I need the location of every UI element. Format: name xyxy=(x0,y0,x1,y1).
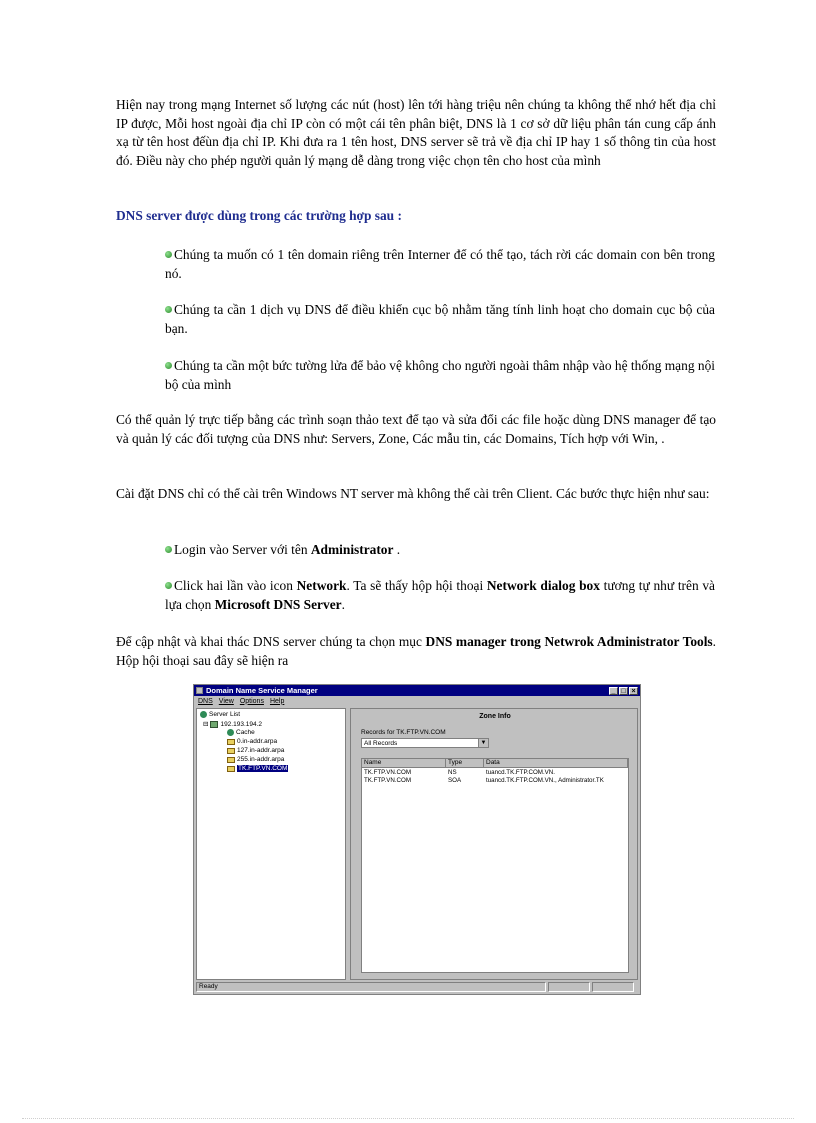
globe-icon xyxy=(200,711,207,718)
bullet-item xyxy=(165,301,715,338)
column-header-name[interactable]: Name xyxy=(362,759,446,768)
tree-label: 0.in-addr.arpa xyxy=(237,738,278,745)
records-list xyxy=(361,758,629,973)
column-header-data[interactable]: Data xyxy=(484,759,628,768)
step-item xyxy=(165,577,715,614)
step-bold-text: Network dialog box xyxy=(486,578,600,593)
bullet-icon xyxy=(165,362,172,369)
tree-label: TK.FTP.VN.COM xyxy=(238,765,288,772)
tree-label: 127.in-addr.arpa xyxy=(237,747,285,754)
tree-item-zone[interactable] xyxy=(227,756,284,763)
combo-value: All Records xyxy=(364,740,398,747)
server-tree xyxy=(196,708,346,980)
step-bold-text: Administrator xyxy=(310,542,394,557)
server-icon xyxy=(210,721,218,728)
bullet-icon xyxy=(165,546,172,553)
row-name[interactable]: TK.FTP.VN.COM xyxy=(364,777,411,784)
bullet-text: Chúng ta cần 1 dịch vụ DNS để điều khiển cục bộ nhằm tăng tính linh hoạt cho domain cục bộ của bạn. xyxy=(165,302,715,336)
folder-icon xyxy=(227,757,235,763)
bullet-text: Chúng ta muốn có 1 tên domain riêng trên Interner để có thể tạo, tách rời các domain con bên trong nó. xyxy=(165,247,715,281)
dns-manager-window xyxy=(193,684,641,995)
folder-icon xyxy=(227,739,235,745)
tree-item-cache[interactable] xyxy=(227,729,255,736)
menu-dns[interactable]: DNS xyxy=(198,697,213,705)
page-bottom-divider xyxy=(22,1118,794,1119)
folder-icon xyxy=(227,766,235,772)
update-paragraph xyxy=(116,633,716,670)
tree-item-zone-selected[interactable] xyxy=(227,765,288,772)
tree-label: 255.in-addr.arpa xyxy=(237,756,285,763)
records-filter-select[interactable] xyxy=(361,738,489,748)
zone-info-pane xyxy=(350,708,638,980)
window-title: Domain Name Service Manager xyxy=(206,686,318,695)
status-cell-empty xyxy=(592,982,634,992)
tree-label: Cache xyxy=(236,729,255,736)
app-icon xyxy=(196,687,203,694)
maximize-icon[interactable]: □ xyxy=(619,687,628,695)
step-text: tương tự như trên và lựa chọn xyxy=(165,578,715,612)
status-cell-empty xyxy=(548,982,590,992)
row-name[interactable]: TK.FTP.VN.COM xyxy=(364,769,411,776)
step-item xyxy=(165,541,715,560)
install-paragraph: Cài đặt DNS chỉ có thể cài trên Windows NT server mà không thể cài trên Client. Các bước thực hiện như sau: xyxy=(116,486,710,501)
manage-paragraph: Có thể quản lý trực tiếp bằng các trình soạn thảo text để tạo và sửa đổi các file hoặc dùng DNS manager để tạo và quản lý các đối tượng của DNS như: Servers, Zone, Các mẫu tin, các Domains, Tích hợp với Win, . xyxy=(116,412,716,446)
collapse-icon[interactable]: ⊟ xyxy=(203,721,209,728)
step-text: . xyxy=(341,596,345,612)
update-text: Để cập nhật và khai thác DNS server chúng ta chọn mục xyxy=(116,634,426,649)
step-text: Click hai lần vào icon xyxy=(174,578,297,593)
bullet-item xyxy=(165,246,715,283)
status-bar xyxy=(196,982,638,992)
close-icon[interactable]: × xyxy=(629,687,638,695)
status-text: Ready xyxy=(196,982,546,992)
section-heading: DNS server được dùng trong các trường hợp sau : xyxy=(116,208,402,223)
minimize-icon[interactable]: _ xyxy=(609,687,618,695)
bullet-icon xyxy=(165,306,172,313)
update-text: . Hộp hội thoại sau đây sẽ hiện ra xyxy=(116,634,717,668)
menu-view[interactable]: View xyxy=(218,697,234,705)
folder-icon xyxy=(227,748,235,754)
bullet-icon xyxy=(165,582,172,589)
menu-help[interactable]: Help xyxy=(269,697,285,705)
step-bold-text: Microsoft DNS Server xyxy=(214,596,342,612)
cache-icon xyxy=(227,729,234,736)
tree-item-zone[interactable] xyxy=(227,747,284,754)
step-text: . Ta sẽ thấy hộp hội thoại xyxy=(346,578,487,593)
menu-bar xyxy=(194,696,640,706)
row-data[interactable]: tuancd.TK.FTP.COM.VN., Administrator.TK xyxy=(486,777,604,784)
records-label: Records for TK.FTP.VN.COM xyxy=(361,729,446,736)
tree-label: 192.193.194.2 xyxy=(220,720,263,728)
column-header-type[interactable]: Type xyxy=(446,759,484,768)
update-bold-text: DNS manager trong Netwrok Administrator Tools xyxy=(425,634,713,649)
tree-item-server-list[interactable] xyxy=(200,711,240,718)
row-type[interactable]: NS xyxy=(448,769,457,776)
tree-label: Server List xyxy=(209,711,241,718)
bullet-item xyxy=(165,357,715,394)
zone-info-title: Zone Info xyxy=(479,713,511,720)
tree-item-zone[interactable] xyxy=(227,738,277,745)
bullet-text: Chúng ta cần một bức tường lửa để bảo vệ không cho người ngoài thâm nhập vào hệ thống mạng nội bộ của mình xyxy=(165,358,715,392)
bullet-icon xyxy=(165,251,172,258)
window-titlebar xyxy=(194,685,640,696)
row-data[interactable]: tuancd.TK.FTP.COM.VN. xyxy=(486,769,555,776)
row-type[interactable]: SOA xyxy=(448,777,462,784)
step-text: . xyxy=(393,542,401,557)
menu-options[interactable]: Options xyxy=(239,697,264,705)
tree-item-server[interactable] xyxy=(203,720,262,728)
step-text: Login vào Server với tên xyxy=(174,542,311,557)
step-bold-text: Network xyxy=(296,578,347,593)
intro-paragraph: Hiện nay trong mạng Internet số lượng các nút (host) lên tới hàng triệu nên chúng ta không thể nhớ hết địa chỉ IP được, Mỗi host ngoài địa chỉ IP còn có một cái tên phân biệt, DNS là 1 cơ sở dữ liệu phân tán cung cấp ánh xạ từ tên host đếùn địa chỉ IP. Khi đưa ra 1 tên host, DNS server sẽ trả về địa chỉ IP hay 1 số thông tin của host đó. Điều này cho phép người quản lý mạng dễ dàng trong việc chọn tên cho host của mình xyxy=(116,97,716,168)
chevron-down-icon[interactable]: ▼ xyxy=(478,739,488,747)
